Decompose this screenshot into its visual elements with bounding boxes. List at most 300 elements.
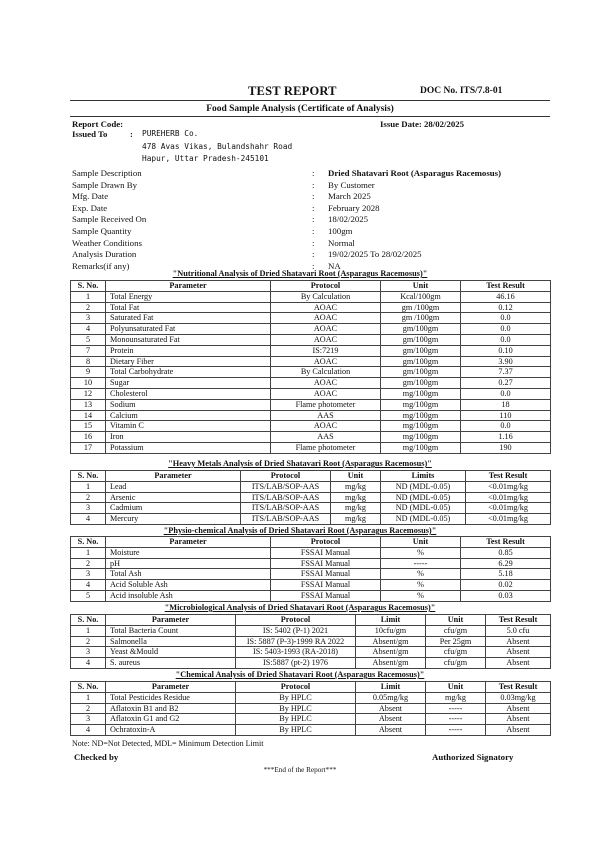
table-row: [71, 399, 551, 410]
table-cell: 8: [71, 356, 106, 367]
table-cell: 0.03mg/kg: [486, 692, 551, 703]
table-cell: 0.0: [461, 313, 551, 324]
table-cell: Sugar: [106, 378, 271, 389]
table-cell: By Calculation: [271, 291, 381, 302]
table-cell: IS: 5402 (P-1) 2021: [236, 625, 356, 636]
table-cell: 0.27: [461, 378, 551, 389]
table-cell: cfu/gm: [426, 625, 486, 636]
table-cell: 110: [461, 410, 551, 421]
column-header: Protocol: [236, 615, 356, 626]
table-cell: Salmonella: [106, 636, 236, 647]
heavy-metals-table: [70, 470, 551, 525]
info-value: March 2025: [328, 191, 371, 202]
table-cell: mg/100gm: [381, 388, 461, 399]
table-row: [71, 547, 551, 558]
table-row: [71, 421, 551, 432]
table-cell: Total Energy: [106, 291, 271, 302]
table-cell: mg/kg: [331, 481, 381, 492]
table-cell: Absent: [486, 636, 551, 647]
table-cell: Acid insoluble Ash: [106, 590, 271, 601]
table-cell: Saturated Fat: [106, 313, 271, 324]
table-row: [71, 625, 551, 636]
table-row: [71, 703, 551, 714]
table-cell: 5: [71, 334, 106, 345]
table-cell: 9: [71, 367, 106, 378]
table-cell: 14: [71, 410, 106, 421]
info-row: [72, 180, 552, 192]
divider: [70, 116, 550, 117]
table-cell: Polyunsaturated Fat: [106, 324, 271, 335]
table-row: [71, 367, 551, 378]
micro-table: [70, 614, 551, 669]
info-value: Dried Shatavari Root (Asparagus Racemosus): [328, 168, 501, 178]
table-cell: mg/100gm: [381, 432, 461, 443]
column-header: Test Result: [486, 615, 551, 626]
table-cell: ND (MDL-0.05): [381, 481, 466, 492]
table-cell: 0.0: [461, 334, 551, 345]
column-header: Unit: [381, 281, 461, 292]
table-cell: 2: [71, 492, 106, 503]
report-title: TEST REPORT: [248, 84, 337, 98]
table-cell: 3: [71, 569, 106, 580]
table-cell: ITS/LAB/SOP-AAS: [241, 514, 331, 525]
table-row: [71, 725, 551, 736]
table-cell: Total Bacteria Count: [106, 625, 236, 636]
table-cell: 1: [71, 625, 106, 636]
table-cell: AOAC: [271, 388, 381, 399]
table-cell: 1: [71, 547, 106, 558]
table-cell: ITS/LAB/SOP-AAS: [241, 503, 331, 514]
column-header: S. No.: [71, 615, 106, 626]
table-cell: FSSAI Manual: [271, 558, 381, 569]
table-header: [71, 615, 551, 626]
column-header: S. No.: [71, 471, 106, 482]
table-cell: 5.18: [461, 569, 551, 580]
nutrition-title: "Nutritional Analysis of Dried Shatavari Root (Asparagus Racemosus)": [172, 269, 428, 278]
table-row: [71, 590, 551, 601]
table-cell: Total Ash: [106, 569, 271, 580]
table-cell: %: [381, 569, 461, 580]
table-cell: 10cfu/gm: [356, 625, 426, 636]
table-cell: 0.0: [461, 324, 551, 335]
table-row: [71, 503, 551, 514]
table-row: [71, 569, 551, 580]
table-cell: Monounsaturated Fat: [106, 334, 271, 345]
table-cell: 0.02: [461, 580, 551, 591]
report-code-label: Report Code:: [72, 119, 124, 129]
table-cell: FSSAI Manual: [271, 569, 381, 580]
table-cell: 1: [71, 692, 106, 703]
table-cell: Flame photometer: [271, 399, 381, 410]
table-cell: 7: [71, 345, 106, 356]
info-colon: :: [312, 249, 315, 260]
column-header: Limits: [381, 471, 466, 482]
table-cell: FSSAI Manual: [271, 580, 381, 591]
table-row: [71, 378, 551, 389]
table-cell: Flame photometer: [271, 442, 381, 453]
info-key: Remarks(if any): [72, 260, 130, 271]
table-cell: 7.37: [461, 367, 551, 378]
table-cell: Mercury: [106, 514, 241, 525]
table-row: [71, 302, 551, 313]
info-value: February 2028: [328, 202, 380, 213]
column-header: Limit: [356, 682, 426, 693]
table-row: [71, 558, 551, 569]
info-value: NA: [328, 260, 341, 271]
table-cell: Ochratoxin-A: [106, 725, 236, 736]
table-cell: 46.16: [461, 291, 551, 302]
address-line: Hapur, Uttar Pradesh-245101: [142, 154, 269, 163]
table-cell: 0.0: [461, 421, 551, 432]
table-cell: By HPLC: [236, 714, 356, 725]
table-cell: mg/100gm: [381, 421, 461, 432]
table-cell: %: [381, 590, 461, 601]
table-cell: FSSAI Manual: [271, 547, 381, 558]
table-cell: Absent: [356, 703, 426, 714]
table-cell: Absent: [486, 725, 551, 736]
table-cell: Sodium: [106, 399, 271, 410]
nutrition-table: [70, 280, 551, 454]
column-header: S. No.: [71, 281, 106, 292]
table-cell: 1: [71, 481, 106, 492]
table-cell: Dietary Fiber: [106, 356, 271, 367]
table-cell: mg/100gm: [381, 399, 461, 410]
table-cell: gm/100gm: [381, 356, 461, 367]
column-header: Test Result: [461, 281, 551, 292]
table-cell: -----: [426, 714, 486, 725]
table-cell: pH: [106, 558, 271, 569]
table-cell: AOAC: [271, 421, 381, 432]
table-row: [71, 410, 551, 421]
table-cell: gm /100gm: [381, 302, 461, 313]
table-cell: Iron: [106, 432, 271, 443]
table-cell: mg/kg: [426, 692, 486, 703]
info-colon: :: [312, 237, 315, 248]
table-cell: Potassium: [106, 442, 271, 453]
table-cell: Kcal/100gm: [381, 291, 461, 302]
table-cell: Acid Soluble Ash: [106, 580, 271, 591]
column-header: Protocol: [271, 281, 381, 292]
table-row: [71, 714, 551, 725]
table-cell: Vitamin C: [106, 421, 271, 432]
info-value: 100gm: [328, 225, 353, 236]
table-cell: gm /100gm: [381, 313, 461, 324]
table-cell: 12: [71, 388, 106, 399]
table-cell: 4: [71, 725, 106, 736]
info-row: [72, 238, 552, 250]
table-cell: 4: [71, 580, 106, 591]
table-cell: 0.12: [461, 302, 551, 313]
info-key: Sample Quantity: [72, 225, 132, 236]
info-key: Sample Description: [72, 168, 142, 178]
table-cell: AOAC: [271, 378, 381, 389]
table-cell: 3: [71, 313, 106, 324]
table-cell: 0.05mg/kg: [356, 692, 426, 703]
report-subtitle: Food Sample Analysis (Certificate of Analysis): [206, 104, 394, 114]
column-header: S. No.: [71, 682, 106, 693]
table-cell: Absent: [486, 703, 551, 714]
info-row: [72, 249, 552, 261]
table-header: [71, 537, 551, 548]
info-colon: :: [312, 191, 315, 202]
table-header: [71, 682, 551, 693]
info-value: By Customer: [328, 179, 375, 190]
table-row: [71, 514, 551, 525]
table-cell: AAS: [271, 410, 381, 421]
table-header: [71, 281, 551, 292]
info-row: [72, 203, 552, 215]
info-value: Normal: [328, 237, 355, 248]
column-header: S. No.: [71, 537, 106, 548]
table-cell: mg/kg: [331, 492, 381, 503]
divider: [70, 100, 550, 101]
table-cell: %: [381, 580, 461, 591]
table-row: [71, 692, 551, 703]
table-cell: AOAC: [271, 302, 381, 313]
chemical-table: [70, 681, 551, 736]
table-row: [71, 356, 551, 367]
table-cell: 1: [71, 291, 106, 302]
table-cell: AOAC: [271, 313, 381, 324]
column-header: Unit: [426, 682, 486, 693]
doc-number: DOC No. ITS/7.8-01: [420, 86, 503, 96]
table-cell: cfu/gm: [426, 658, 486, 669]
table-cell: mg/100gm: [381, 442, 461, 453]
physio-title: "Physio-chemical Analysis of Dried Shatavari Root (Asparagus Racemosus)": [163, 526, 437, 535]
table-cell: Absent: [486, 714, 551, 725]
info-value: 19/02/2025 To 28/02/2025: [328, 249, 422, 260]
heavy-metals-title: "Heavy Metals Analysis of Dried Shatavari Root (Asparagus Racemosus)": [168, 459, 432, 468]
table-row: [71, 324, 551, 335]
table-cell: Absent/gm: [356, 647, 426, 658]
table-cell: <0.01mg/kg: [466, 481, 551, 492]
table-cell: Absent: [486, 658, 551, 669]
info-key: Exp. Date: [72, 202, 108, 213]
table-cell: Arsenic: [106, 492, 241, 503]
info-row: [72, 214, 552, 226]
table-cell: 13: [71, 399, 106, 410]
column-header: Test Result: [466, 471, 551, 482]
table-header: [71, 471, 551, 482]
table-cell: 3.90: [461, 356, 551, 367]
info-key: Analysis Duration: [72, 249, 137, 260]
table-row: [71, 492, 551, 503]
info-colon: :: [312, 168, 315, 178]
table-cell: Total Pesticides Residue: [106, 692, 236, 703]
table-cell: 190: [461, 442, 551, 453]
info-row: [72, 226, 552, 238]
table-cell: -----: [426, 703, 486, 714]
table-cell: 15: [71, 421, 106, 432]
table-cell: cfu/gm: [426, 647, 486, 658]
info-colon: :: [312, 179, 315, 190]
column-header: Test Result: [486, 682, 551, 693]
table-cell: By HPLC: [236, 725, 356, 736]
table-cell: 2: [71, 558, 106, 569]
table-cell: gm/100gm: [381, 324, 461, 335]
table-cell: Protein: [106, 345, 271, 356]
info-colon: :: [312, 214, 315, 225]
table-cell: gm/100gm: [381, 345, 461, 356]
column-header: Unit: [426, 615, 486, 626]
column-header: Test Result: [461, 537, 551, 548]
table-cell: <0.01mg/kg: [466, 503, 551, 514]
table-cell: ITS/LAB/SOP-AAS: [241, 481, 331, 492]
table-cell: 4: [71, 324, 106, 335]
info-row: [72, 168, 552, 180]
issued-to-colon: :: [130, 129, 133, 139]
table-cell: 6.29: [461, 558, 551, 569]
table-cell: 10: [71, 378, 106, 389]
table-row: [71, 291, 551, 302]
authorized-signatory: Authorized Signatory: [432, 752, 514, 762]
address-line: PUREHERB Co.: [142, 129, 199, 138]
table-cell: 2: [71, 703, 106, 714]
table-row: [71, 388, 551, 399]
table-cell: 1.16: [461, 432, 551, 443]
info-key: Mfg. Date: [72, 191, 109, 202]
table-cell: Moisture: [106, 547, 271, 558]
table-cell: AOAC: [271, 324, 381, 335]
column-header: Parameter: [106, 682, 236, 693]
table-cell: Absent: [356, 725, 426, 736]
table-cell: -----: [381, 558, 461, 569]
table-cell: <0.01mg/kg: [466, 514, 551, 525]
column-header: Parameter: [106, 615, 236, 626]
table-row: [71, 334, 551, 345]
table-cell: 5: [71, 590, 106, 601]
column-header: Parameter: [106, 471, 241, 482]
table-cell: Lead: [106, 481, 241, 492]
column-header: Limit: [356, 615, 426, 626]
table-cell: 5.0 cfu: [486, 625, 551, 636]
table-row: [71, 658, 551, 669]
table-cell: %: [381, 547, 461, 558]
end-of-report: ***End of the Report***: [263, 766, 337, 774]
table-cell: 3: [71, 647, 106, 658]
footnote: Note: ND=Not Detected, MDL= Minimum Detection Limit: [72, 739, 264, 748]
table-cell: gm/100gm: [381, 367, 461, 378]
table-cell: Calcium: [106, 410, 271, 421]
table-cell: By HPLC: [236, 692, 356, 703]
sample-info: [72, 168, 552, 272]
table-row: [71, 442, 551, 453]
checked-by: Checked by: [74, 752, 119, 762]
table-cell: Absent: [486, 647, 551, 658]
table-cell: <0.01mg/kg: [466, 492, 551, 503]
column-header: Parameter: [106, 281, 271, 292]
table-row: [71, 432, 551, 443]
info-colon: :: [312, 202, 315, 213]
issued-to-label: Issued To: [72, 129, 108, 139]
info-value: 18/02/2025: [328, 214, 369, 225]
info-colon: :: [312, 225, 315, 236]
table-row: [71, 345, 551, 356]
table-cell: gm/100gm: [381, 378, 461, 389]
table-cell: Absent/gm: [356, 658, 426, 669]
table-cell: Aflatoxin G1 and G2: [106, 714, 236, 725]
table-cell: Cholesterol: [106, 388, 271, 399]
micro-title: "Microbiological Analysis of Dried Shatavari Root (Asparagus Racemosus)": [164, 603, 436, 612]
table-cell: mg/100gm: [381, 410, 461, 421]
table-cell: Total Carbohydrate: [106, 367, 271, 378]
table-cell: Aflatoxin B1 and B2: [106, 703, 236, 714]
column-header: Parameter: [106, 537, 271, 548]
table-cell: 3: [71, 714, 106, 725]
table-cell: IS: 5887 (P-3)-1999 RA 2022: [236, 636, 356, 647]
table-cell: By HPLC: [236, 703, 356, 714]
table-cell: 0.10: [461, 345, 551, 356]
table-cell: mg/kg: [331, 514, 381, 525]
table-cell: ND (MDL-0.05): [381, 492, 466, 503]
table-cell: IS:5887 (pt-2) 1976: [236, 658, 356, 669]
table-cell: 2: [71, 636, 106, 647]
table-cell: 0.0: [461, 388, 551, 399]
table-cell: 3: [71, 503, 106, 514]
table-cell: mg/kg: [331, 503, 381, 514]
table-cell: AAS: [271, 432, 381, 443]
table-cell: 4: [71, 514, 106, 525]
table-cell: -----: [426, 725, 486, 736]
table-cell: ITS/LAB/SOP-AAS: [241, 492, 331, 503]
table-cell: Absent/gm: [356, 636, 426, 647]
table-cell: 0.03: [461, 590, 551, 601]
info-key: Weather Conditions: [72, 237, 142, 248]
info-colon: :: [312, 260, 315, 271]
column-header: Protocol: [236, 682, 356, 693]
table-cell: Per 25gm: [426, 636, 486, 647]
address-line: 478 Avas Vikas, Bulandshahr Road: [142, 141, 293, 151]
column-header: Unit: [381, 537, 461, 548]
table-cell: Cadmium: [106, 503, 241, 514]
recipient-address: [142, 128, 292, 166]
table-cell: AOAC: [271, 356, 381, 367]
issue-date: Issue Date: 28/02/2025: [380, 119, 465, 129]
table-cell: 16: [71, 432, 106, 443]
table-cell: AOAC: [271, 334, 381, 345]
table-cell: ND (MDL-0.05): [381, 503, 466, 514]
info-row: [72, 191, 552, 203]
column-header: Unit: [331, 471, 381, 482]
table-row: [71, 481, 551, 492]
table-cell: Yeast &Mould: [106, 647, 236, 658]
table-row: [71, 580, 551, 591]
table-cell: 2: [71, 302, 106, 313]
table-cell: gm/100gm: [381, 334, 461, 345]
table-cell: Total Fat: [106, 302, 271, 313]
table-cell: Absent: [356, 714, 426, 725]
table-cell: 17: [71, 442, 106, 453]
info-key: Sample Drawn By: [72, 179, 137, 190]
table-row: [71, 313, 551, 324]
column-header: Protocol: [271, 537, 381, 548]
column-header: Protocol: [241, 471, 331, 482]
table-cell: 4: [71, 658, 106, 669]
info-key: Sample Received On: [72, 214, 147, 225]
table-cell: By Calculation: [271, 367, 381, 378]
table-cell: 18: [461, 399, 551, 410]
table-row: [71, 647, 551, 658]
table-cell: S. aureus: [106, 658, 236, 669]
table-cell: FSSAI Manual: [271, 590, 381, 601]
table-row: [71, 636, 551, 647]
table-cell: 0.85: [461, 547, 551, 558]
table-cell: IS: 5403-1993 (RA-2018): [236, 647, 356, 658]
physio-table: [70, 536, 551, 602]
chemical-title: "Chemical Analysis of Dried Shatavari Root (Asparagus Racemosus)": [175, 670, 425, 679]
table-cell: ND (MDL-0.05): [381, 514, 466, 525]
table-cell: IS:7219: [271, 345, 381, 356]
